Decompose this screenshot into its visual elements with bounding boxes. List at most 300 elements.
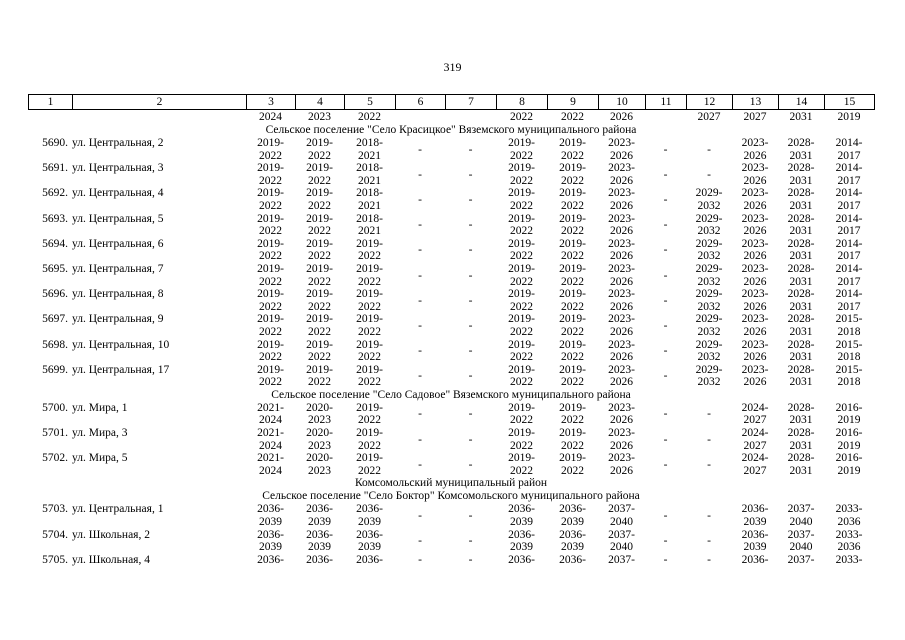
range-start: 2029- xyxy=(695,313,723,326)
year-range-cell xyxy=(824,364,874,389)
range-start: 2036- xyxy=(257,553,284,566)
year-range-cell xyxy=(246,288,295,313)
range-end: 2031 xyxy=(789,149,813,162)
range-start: - xyxy=(468,408,473,421)
range-start: - xyxy=(418,143,422,156)
continuation-cell: 2019 xyxy=(837,111,861,123)
range-start: 2019- xyxy=(257,313,284,326)
range-start: 2019- xyxy=(306,212,333,225)
year-range-cell xyxy=(686,238,732,263)
range-start: 2019- xyxy=(559,137,586,149)
year-range-cell xyxy=(824,288,874,313)
year-range-cell xyxy=(778,402,824,427)
range-start: - xyxy=(707,510,711,523)
year-range-cell xyxy=(246,162,295,187)
year-range-cell xyxy=(295,263,344,288)
range-start: 2023- xyxy=(608,137,635,149)
year-range-cell xyxy=(598,162,645,187)
year-range-cell xyxy=(732,288,778,313)
range-end: 2022 xyxy=(358,351,381,364)
range-end: 2022 xyxy=(510,351,533,364)
range-end: 2031 xyxy=(789,199,813,212)
column-header-3: 3 xyxy=(247,95,296,110)
range-end: 2022 xyxy=(561,174,584,187)
year-range-cell xyxy=(547,402,598,427)
range-start: - xyxy=(418,269,422,282)
range-start: 2036- xyxy=(306,528,333,541)
range-end: 2027 xyxy=(743,464,767,477)
range-start: 2014- xyxy=(835,237,863,250)
section-heading-row xyxy=(28,389,874,402)
range-start: 2024- xyxy=(741,452,769,465)
range-end: 2026 xyxy=(743,250,767,263)
year-range-cell xyxy=(732,427,778,452)
street-address: ул. Центральная, 10 xyxy=(72,338,170,351)
continuation-cell: 2022 xyxy=(358,111,381,123)
range-start: 2019- xyxy=(559,212,586,225)
range-start: - xyxy=(468,345,473,358)
year-range-cell xyxy=(778,162,824,187)
year-range-cell xyxy=(732,503,778,528)
year-range-cell xyxy=(598,263,645,288)
range-end: 2039 xyxy=(358,541,381,554)
year-range-cell xyxy=(547,427,598,452)
year-range-cell xyxy=(246,452,295,477)
range-end: 2022 xyxy=(510,149,533,162)
range-start: 2019- xyxy=(306,338,333,351)
row-number: 5699. xyxy=(42,363,68,376)
range-start: - xyxy=(663,458,668,471)
year-range-cell xyxy=(778,187,824,212)
range-end: 2024 xyxy=(259,464,282,477)
range-start: 2019- xyxy=(508,427,535,440)
year-range-cell xyxy=(778,364,824,389)
range-start: 2019- xyxy=(508,452,535,465)
year-range-cell xyxy=(686,529,732,554)
range-start: 2028- xyxy=(787,401,815,414)
range-end: 2027 xyxy=(743,439,767,452)
range-end: 2031 xyxy=(789,439,813,452)
range-end: 2026 xyxy=(743,149,767,162)
column-header-8: 8 xyxy=(497,95,548,110)
year-range-cell xyxy=(344,339,395,364)
year-range-cell xyxy=(732,313,778,338)
range-start: 2036- xyxy=(741,528,769,541)
range-end: 2022 xyxy=(510,275,533,288)
year-range-cell xyxy=(496,162,547,187)
column-header-12: 12 xyxy=(687,95,733,110)
range-start: - xyxy=(418,244,422,257)
continuation-cell: 2023 xyxy=(308,111,331,123)
range-end: 2022 xyxy=(358,300,381,313)
row-number: 5691. xyxy=(42,162,68,175)
range-end: 2022 xyxy=(561,351,584,364)
year-range-cell xyxy=(598,238,645,263)
year-range-cell xyxy=(395,364,445,389)
year-range-cell xyxy=(778,529,824,554)
range-start: - xyxy=(468,433,473,446)
range-start: 2019- xyxy=(559,288,586,301)
section-heading: Сельское поселение "Село Боктор" Комсомольского муниципального района xyxy=(262,490,640,503)
year-range-cell xyxy=(732,187,778,212)
year-range-cell xyxy=(496,402,547,427)
continuation-cell xyxy=(645,111,686,124)
year-range-cell xyxy=(295,213,344,238)
range-start: - xyxy=(418,535,422,548)
range-start: - xyxy=(663,269,668,282)
range-end: 2022 xyxy=(561,300,584,313)
range-start: 2023- xyxy=(608,313,635,326)
range-end: 2023 xyxy=(308,464,331,477)
year-range-cell xyxy=(547,364,598,389)
range-start: 2019- xyxy=(306,237,333,250)
year-range-cell xyxy=(395,238,445,263)
year-range-cell xyxy=(598,137,645,162)
year-range-cell xyxy=(445,554,496,567)
range-end: 2031 xyxy=(789,325,813,338)
range-end: 2022 xyxy=(510,250,533,263)
range-end: 2040 xyxy=(610,541,633,554)
year-range-cell xyxy=(395,162,445,187)
street-address: ул. Мира, 3 xyxy=(72,427,128,440)
range-start: 2036- xyxy=(257,528,284,541)
range-end: 2039 xyxy=(259,516,282,529)
range-start: 2019- xyxy=(559,313,586,326)
range-start: - xyxy=(418,510,422,523)
range-start: 2036- xyxy=(741,503,769,516)
range-start: 2028- xyxy=(787,363,815,376)
year-range-cell xyxy=(246,339,295,364)
section-heading: Комсомольский муниципальный район xyxy=(354,477,548,490)
range-end: 2026 xyxy=(610,464,633,477)
year-range-cell xyxy=(395,503,445,528)
range-start: - xyxy=(663,168,668,181)
year-range-cell xyxy=(645,288,686,313)
range-end: 2039 xyxy=(743,516,767,529)
year-range-cell xyxy=(824,162,874,187)
range-start: - xyxy=(663,219,668,232)
year-range-cell xyxy=(547,263,598,288)
range-start: - xyxy=(468,269,473,282)
row-number: 5705. xyxy=(42,553,68,566)
year-range-cell xyxy=(246,313,295,338)
range-end: 2022 xyxy=(259,174,282,187)
range-end: 2039 xyxy=(308,541,331,554)
year-range-cell xyxy=(732,263,778,288)
year-range-cell xyxy=(344,529,395,554)
range-end: 2022 xyxy=(358,250,381,263)
range-start: 2015- xyxy=(835,313,863,326)
street-address: ул. Мира, 1 xyxy=(72,401,128,414)
year-range-cell xyxy=(686,288,732,313)
year-range-cell xyxy=(645,213,686,238)
year-range-cell xyxy=(598,288,645,313)
range-end: 2039 xyxy=(561,541,584,554)
year-range-cell xyxy=(395,263,445,288)
year-range-cell xyxy=(824,313,874,338)
range-start: 2019- xyxy=(257,162,284,175)
year-range-cell xyxy=(496,238,547,263)
year-range-cell xyxy=(395,213,445,238)
range-end: 2022 xyxy=(358,464,381,477)
range-start: 2023- xyxy=(608,363,635,376)
street-address: ул. Центральная, 7 xyxy=(72,262,164,275)
column-header-1: 1 xyxy=(29,95,73,110)
range-end: 2040 xyxy=(789,541,813,554)
year-range-cell xyxy=(645,238,686,263)
range-start: 2014- xyxy=(835,137,863,149)
range-end: 2022 xyxy=(259,275,282,288)
year-range-cell xyxy=(246,529,295,554)
year-range-cell xyxy=(445,162,496,187)
year-range-cell xyxy=(686,503,732,528)
year-range-cell xyxy=(686,313,732,338)
range-start: 2023- xyxy=(741,212,769,225)
row-number: 5690. xyxy=(42,137,68,149)
year-range-cell xyxy=(732,364,778,389)
range-start: 2016- xyxy=(835,452,863,465)
year-range-cell xyxy=(645,263,686,288)
range-end: 2022 xyxy=(510,325,533,338)
range-start: 2019- xyxy=(508,363,535,376)
section-heading: Сельское поселение "Село Красицкое" Вяземского муниципального района xyxy=(265,124,637,136)
range-start: 2036- xyxy=(356,553,383,566)
year-range-cell xyxy=(732,452,778,477)
continuation-cell xyxy=(28,111,72,124)
year-range-cell xyxy=(686,263,732,288)
year-range-cell xyxy=(732,402,778,427)
year-range-cell xyxy=(344,162,395,187)
range-end: 2022 xyxy=(510,300,533,313)
continuation-cell: 2022 xyxy=(561,111,584,123)
year-range-cell xyxy=(445,452,496,477)
range-end: 2024 xyxy=(259,414,282,427)
year-range-cell xyxy=(686,339,732,364)
year-range-cell xyxy=(645,162,686,187)
range-start: 2037- xyxy=(787,528,815,541)
range-end: 2022 xyxy=(308,174,331,187)
year-range-cell xyxy=(645,452,686,477)
range-start: 2019- xyxy=(508,237,535,250)
range-end: 2022 xyxy=(561,464,584,477)
range-end: 2027 xyxy=(743,414,767,427)
continuation-cell: 2031 xyxy=(789,111,813,123)
range-start: 2019- xyxy=(257,187,284,200)
range-end: 2039 xyxy=(743,541,767,554)
range-end: 2018 xyxy=(837,376,861,389)
range-end: 2022 xyxy=(308,149,331,162)
column-header-2: 2 xyxy=(73,95,247,110)
range-end: 2017 xyxy=(837,174,861,187)
range-start: 2019- xyxy=(356,427,383,440)
year-range-cell xyxy=(778,238,824,263)
range-end: 2022 xyxy=(561,275,584,288)
year-range-cell xyxy=(645,339,686,364)
year-range-cell xyxy=(598,313,645,338)
year-range-cell xyxy=(824,137,874,162)
year-range-cell xyxy=(445,402,496,427)
range-start: 2023- xyxy=(741,363,769,376)
street-address: ул. Центральная, 9 xyxy=(72,313,164,326)
range-start: - xyxy=(468,370,473,383)
year-range-cell xyxy=(445,137,496,162)
range-end: 2026 xyxy=(610,439,633,452)
range-end: 2022 xyxy=(358,414,381,427)
range-end: 2021 xyxy=(358,149,381,162)
range-end: 2026 xyxy=(743,199,767,212)
year-range-cell xyxy=(395,313,445,338)
range-start: - xyxy=(663,370,668,383)
year-range-cell xyxy=(344,187,395,212)
year-range-cell xyxy=(445,427,496,452)
column-header-4: 4 xyxy=(296,95,345,110)
range-start: 2019- xyxy=(508,338,535,351)
year-range-cell xyxy=(344,288,395,313)
year-range-cell xyxy=(344,554,395,567)
range-start: - xyxy=(468,193,473,206)
range-end: 2032 xyxy=(697,225,721,238)
year-range-cell xyxy=(547,238,598,263)
range-start: 2019- xyxy=(257,363,284,376)
range-end: 2022 xyxy=(358,439,381,452)
range-start: 2019- xyxy=(559,363,586,376)
range-start: 2036- xyxy=(741,553,769,566)
year-range-cell xyxy=(547,529,598,554)
range-end: 2026 xyxy=(743,376,767,389)
column-number-header xyxy=(28,94,875,110)
year-range-cell xyxy=(824,339,874,364)
range-start: - xyxy=(418,168,422,181)
range-start: - xyxy=(468,244,473,257)
range-end: 2031 xyxy=(789,225,813,238)
range-end: 2017 xyxy=(837,275,861,288)
range-start: 2023- xyxy=(608,162,635,175)
range-start: 2028- xyxy=(787,427,815,440)
year-range-cell xyxy=(295,137,344,162)
range-start: 2019- xyxy=(257,262,284,275)
year-range-cell xyxy=(445,213,496,238)
year-range-cell xyxy=(547,137,598,162)
year-range-cell xyxy=(686,554,732,567)
range-start: - xyxy=(663,319,668,332)
range-end: 2022 xyxy=(510,199,533,212)
column-header-15: 15 xyxy=(825,95,875,110)
range-start: 2029- xyxy=(695,212,723,225)
range-start: 2019- xyxy=(306,262,333,275)
range-start: 2019- xyxy=(306,137,333,149)
year-range-cell xyxy=(246,427,295,452)
year-range-cell xyxy=(547,213,598,238)
row-number: 5704. xyxy=(42,528,68,541)
year-range-cell xyxy=(686,213,732,238)
year-range-cell xyxy=(598,187,645,212)
street-address: ул. Школьная, 2 xyxy=(72,528,150,541)
table-row xyxy=(28,339,874,364)
range-end: 2031 xyxy=(789,351,813,364)
range-end: 2036 xyxy=(837,516,861,529)
range-start: 2019- xyxy=(257,137,284,149)
range-end: 2022 xyxy=(308,199,331,212)
range-start: 2018- xyxy=(356,162,383,175)
year-range-cell xyxy=(824,427,874,452)
year-range-cell xyxy=(344,402,395,427)
range-start: - xyxy=(707,168,711,181)
range-start: 2019- xyxy=(257,288,284,301)
year-range-cell xyxy=(645,554,686,567)
row-number: 5698. xyxy=(42,338,68,351)
year-range-cell xyxy=(295,162,344,187)
range-end: 2018 xyxy=(837,325,861,338)
range-end: 2022 xyxy=(358,325,381,338)
range-end: 2026 xyxy=(610,199,633,212)
range-start: - xyxy=(418,408,422,421)
range-end: 2022 xyxy=(308,275,331,288)
year-range-cell xyxy=(686,187,732,212)
range-start: 2033- xyxy=(835,528,863,541)
range-end: 2021 xyxy=(358,199,381,212)
year-range-cell xyxy=(732,213,778,238)
year-range-cell xyxy=(824,503,874,528)
year-range-cell xyxy=(344,238,395,263)
range-start: 2019- xyxy=(508,262,535,275)
range-end: 2026 xyxy=(610,376,633,389)
street-address: ул. Центральная, 4 xyxy=(72,187,164,200)
range-end: 2026 xyxy=(610,275,633,288)
year-range-cell xyxy=(598,213,645,238)
range-start: - xyxy=(418,319,422,332)
range-end: 2019 xyxy=(837,464,861,477)
range-end: 2031 xyxy=(789,300,813,313)
year-range-cell xyxy=(645,529,686,554)
year-range-cell xyxy=(732,162,778,187)
range-start: 2036- xyxy=(257,503,284,516)
column-header-11: 11 xyxy=(646,95,687,110)
range-end: 2022 xyxy=(259,325,282,338)
range-start: 2019- xyxy=(356,401,383,414)
range-start: 2019- xyxy=(559,427,586,440)
range-end: 2026 xyxy=(610,325,633,338)
year-range-cell xyxy=(686,452,732,477)
section-heading-row xyxy=(28,490,874,503)
range-end: 2017 xyxy=(837,250,861,263)
year-range-cell xyxy=(598,554,645,567)
range-end: 2026 xyxy=(743,174,767,187)
year-range-cell xyxy=(246,137,295,162)
year-range-cell xyxy=(547,288,598,313)
table-row xyxy=(28,427,874,452)
year-range-cell xyxy=(295,427,344,452)
range-end: 2022 xyxy=(510,225,533,238)
continuation-cell xyxy=(395,111,445,124)
range-start: 2029- xyxy=(695,288,723,301)
range-end: 2022 xyxy=(259,199,282,212)
range-end: 2022 xyxy=(510,464,533,477)
range-start: 2023- xyxy=(608,338,635,351)
column-header-7: 7 xyxy=(446,95,497,110)
range-end: 2032 xyxy=(697,275,721,288)
year-range-cell xyxy=(246,187,295,212)
year-range-cell xyxy=(598,427,645,452)
year-range-cell xyxy=(496,187,547,212)
range-start: 2037- xyxy=(608,553,635,566)
range-start: 2028- xyxy=(787,262,815,275)
range-end: 2017 xyxy=(837,225,861,238)
range-start: 2028- xyxy=(787,237,815,250)
range-end: 2022 xyxy=(561,199,584,212)
year-range-cell xyxy=(496,503,547,528)
range-end: 2022 xyxy=(259,250,282,263)
range-start: 2019- xyxy=(559,262,586,275)
